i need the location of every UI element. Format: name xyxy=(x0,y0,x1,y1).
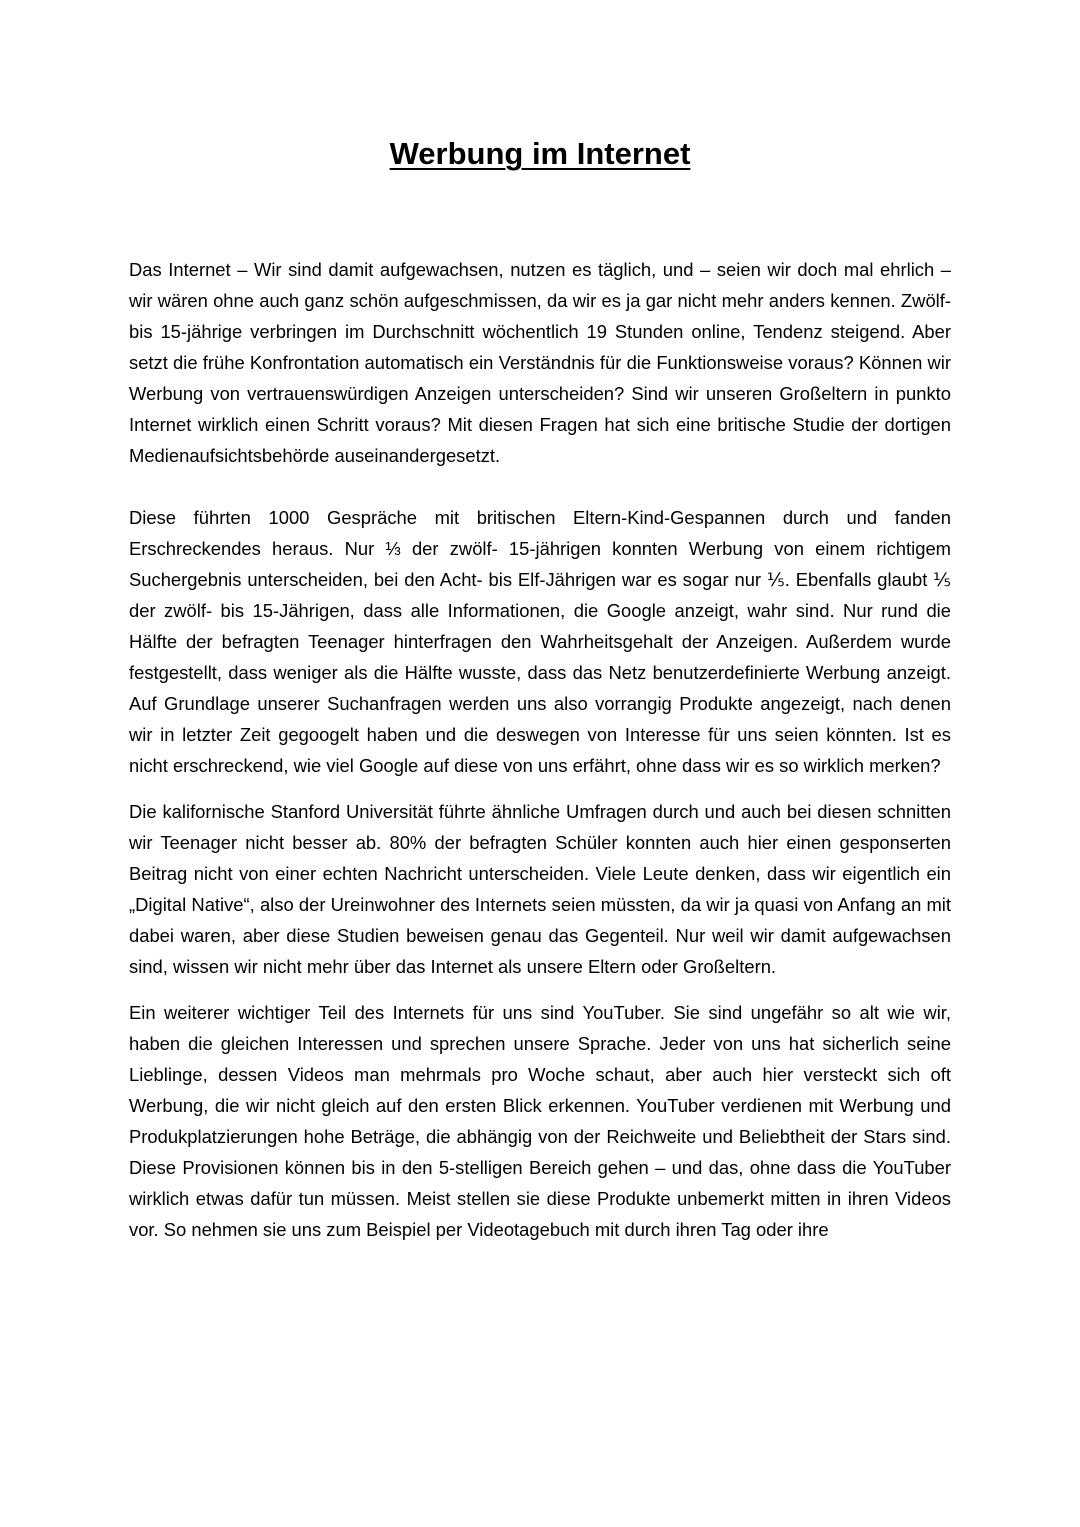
paragraph-1: Das Internet – Wir sind damit aufgewachsen, nutzen es täglich, und – seien wir doch mal ehrlich – wir wären ohne auch ganz schön aufgeschmissen, da wir es ja gar nicht mehr anders kennen. Zwölf- bis 15-jährige verbringen im Durchschnitt wöchentlich 19 Stunden online, Tendenz steigend. Aber setzt die frühe Konfrontation automatisch ein Verständnis für die Funktionsweise voraus? Können wir Werbung von vertrauenswürdigen Anzeigen unterscheiden? Sind wir unseren Großeltern in punkto Internet wirklich einen Schritt voraus? Mit diesen Fragen hat sich eine britische Studie der dortigen Medienaufsichtsbehörde auseinandergesetzt. xyxy=(129,259,951,466)
document-body xyxy=(129,254,951,1245)
paragraph-2: Diese führten 1000 Gespräche mit britischen Eltern-Kind-Gespannen durch und fanden Erschreckendes heraus. Nur ⅓ der zwölf- 15-jährigen konnten Werbung von einem richtigem Suchergebnis unterscheiden, bei den Acht- bis Elf-Jährigen war es sogar nur ⅕. Ebenfalls glaubt ⅕ der zwölf- bis 15-Jährigen, dass alle Informationen, die Google anzeigt, wahr sind. Nur rund die Hälfte der befragten Teenager hinterfragen den Wahrheitsgehalt der Anzeigen. Außerdem wurde festgestellt, dass weniger als die Hälfte wusste, dass das Netz benutzerdefinierte Werbung anzeigt. Auf Grundlage unserer Suchanfragen werden uns also vorrangig Produkte angezeigt, nach denen wir in letzter Zeit gegoogelt haben und die deswegen von Interesse für uns seien könnten. Ist es nicht erschreckend, wie viel Google auf diese von uns erfährt, ohne dass wir es so wirklich merken? xyxy=(129,507,951,776)
paragraph-3: Die kalifornische Stanford Universität führte ähnliche Umfragen durch und auch bei diesen schnitten wir Teenager nicht besser ab. 80% der befragten Schüler konnten auch hier einen gesponserten Beitrag nicht von einer echten Nachricht unterscheiden. Viele Leute denken, dass wir eigentlich ein „Digital Native“, also der Ureinwohner des Internets seien müssten, da wir ja quasi von Anfang an mit dabei waren, aber diese Studien beweisen genau das Gegenteil. Nur weil wir damit aufgewachsen sind, wissen wir nicht mehr über das Internet als unsere Eltern oder Großeltern. xyxy=(129,801,951,977)
document-title: Werbung im Internet xyxy=(389,136,691,171)
paragraph-4: Ein weiterer wichtiger Teil des Internets für uns sind YouTuber. Sie sind ungefähr so alt wie wir, haben die gleichen Interessen und sprechen unsere Sprache. Jeder von uns hat sicherlich seine Lieblinge, dessen Videos man mehrmals pro Woche schaut, aber auch hier versteckt sich oft Werbung, die wir nicht gleich auf den ersten Blick erkennen. YouTuber verdienen mit Werbung und Produkplatzierungen hohe Beträge, die abhängig von der Reichweite und Beliebtheit der Stars sind. Diese Provisionen können bis in den 5-stelligen Bereich gehen – und das, ohne dass die YouTuber wirklich etwas dafür tun müssen. Meist stellen sie diese Produkte unbemerkt mitten in ihren Videos vor. So nehmen sie uns zum Beispiel per Videotagebuch mit durch ihren Tag oder ihre xyxy=(129,1002,951,1240)
